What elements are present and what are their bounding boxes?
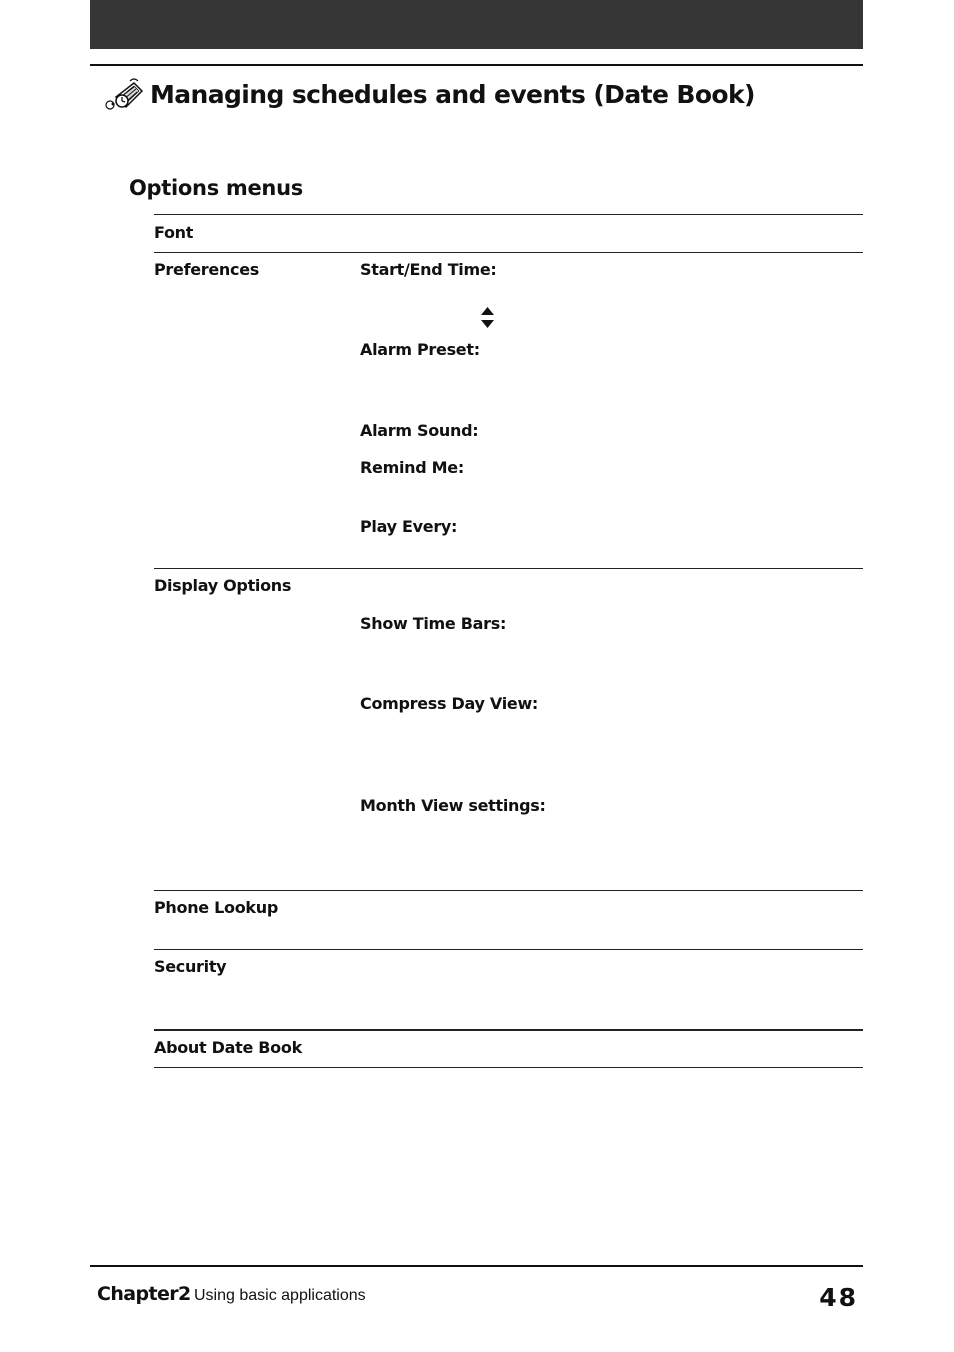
menu-item-about: About Date Book: [154, 1038, 302, 1057]
menu-item-preferences: Preferences: [154, 260, 259, 279]
setting-start-end-time: Start/End Time:: [360, 260, 497, 279]
up-down-arrows-icon: [480, 307, 495, 329]
footer-rule: [90, 1265, 863, 1267]
table-bottom-rule: [154, 1067, 863, 1068]
footer-subtitle: Using basic applications: [194, 1287, 366, 1304]
date-book-icon: [104, 75, 144, 113]
setting-play-every: Play Every:: [360, 517, 458, 536]
menu-item-phone-lookup: Phone Lookup: [154, 898, 278, 917]
divider-display-options: [154, 568, 863, 569]
title-rule: [90, 64, 863, 66]
section-heading: Options menus: [129, 176, 303, 200]
page-number: 48: [819, 1283, 858, 1312]
setting-alarm-sound: Alarm Sound:: [360, 421, 479, 440]
setting-remind-me: Remind Me:: [360, 458, 464, 477]
setting-show-time-bars: Show Time Bars:: [360, 614, 507, 633]
table-top-rule: [154, 214, 863, 215]
setting-alarm-preset: Alarm Preset:: [360, 340, 480, 359]
header-bar: [90, 0, 863, 49]
divider-security: [154, 949, 863, 950]
divider-preferences: [154, 252, 863, 253]
footer-chapter: Chapter2: [97, 1283, 191, 1305]
menu-item-display-options: Display Options: [154, 576, 292, 595]
menu-item-security: Security: [154, 957, 227, 976]
divider-about: [154, 1029, 863, 1031]
setting-month-view-settings: Month View settings:: [360, 796, 546, 815]
menu-item-font: Font: [154, 223, 194, 242]
divider-phone-lookup: [154, 890, 863, 891]
page-title: Managing schedules and events (Date Book): [150, 79, 755, 109]
title-row: [104, 74, 755, 114]
setting-compress-day-view: Compress Day View:: [360, 694, 539, 713]
